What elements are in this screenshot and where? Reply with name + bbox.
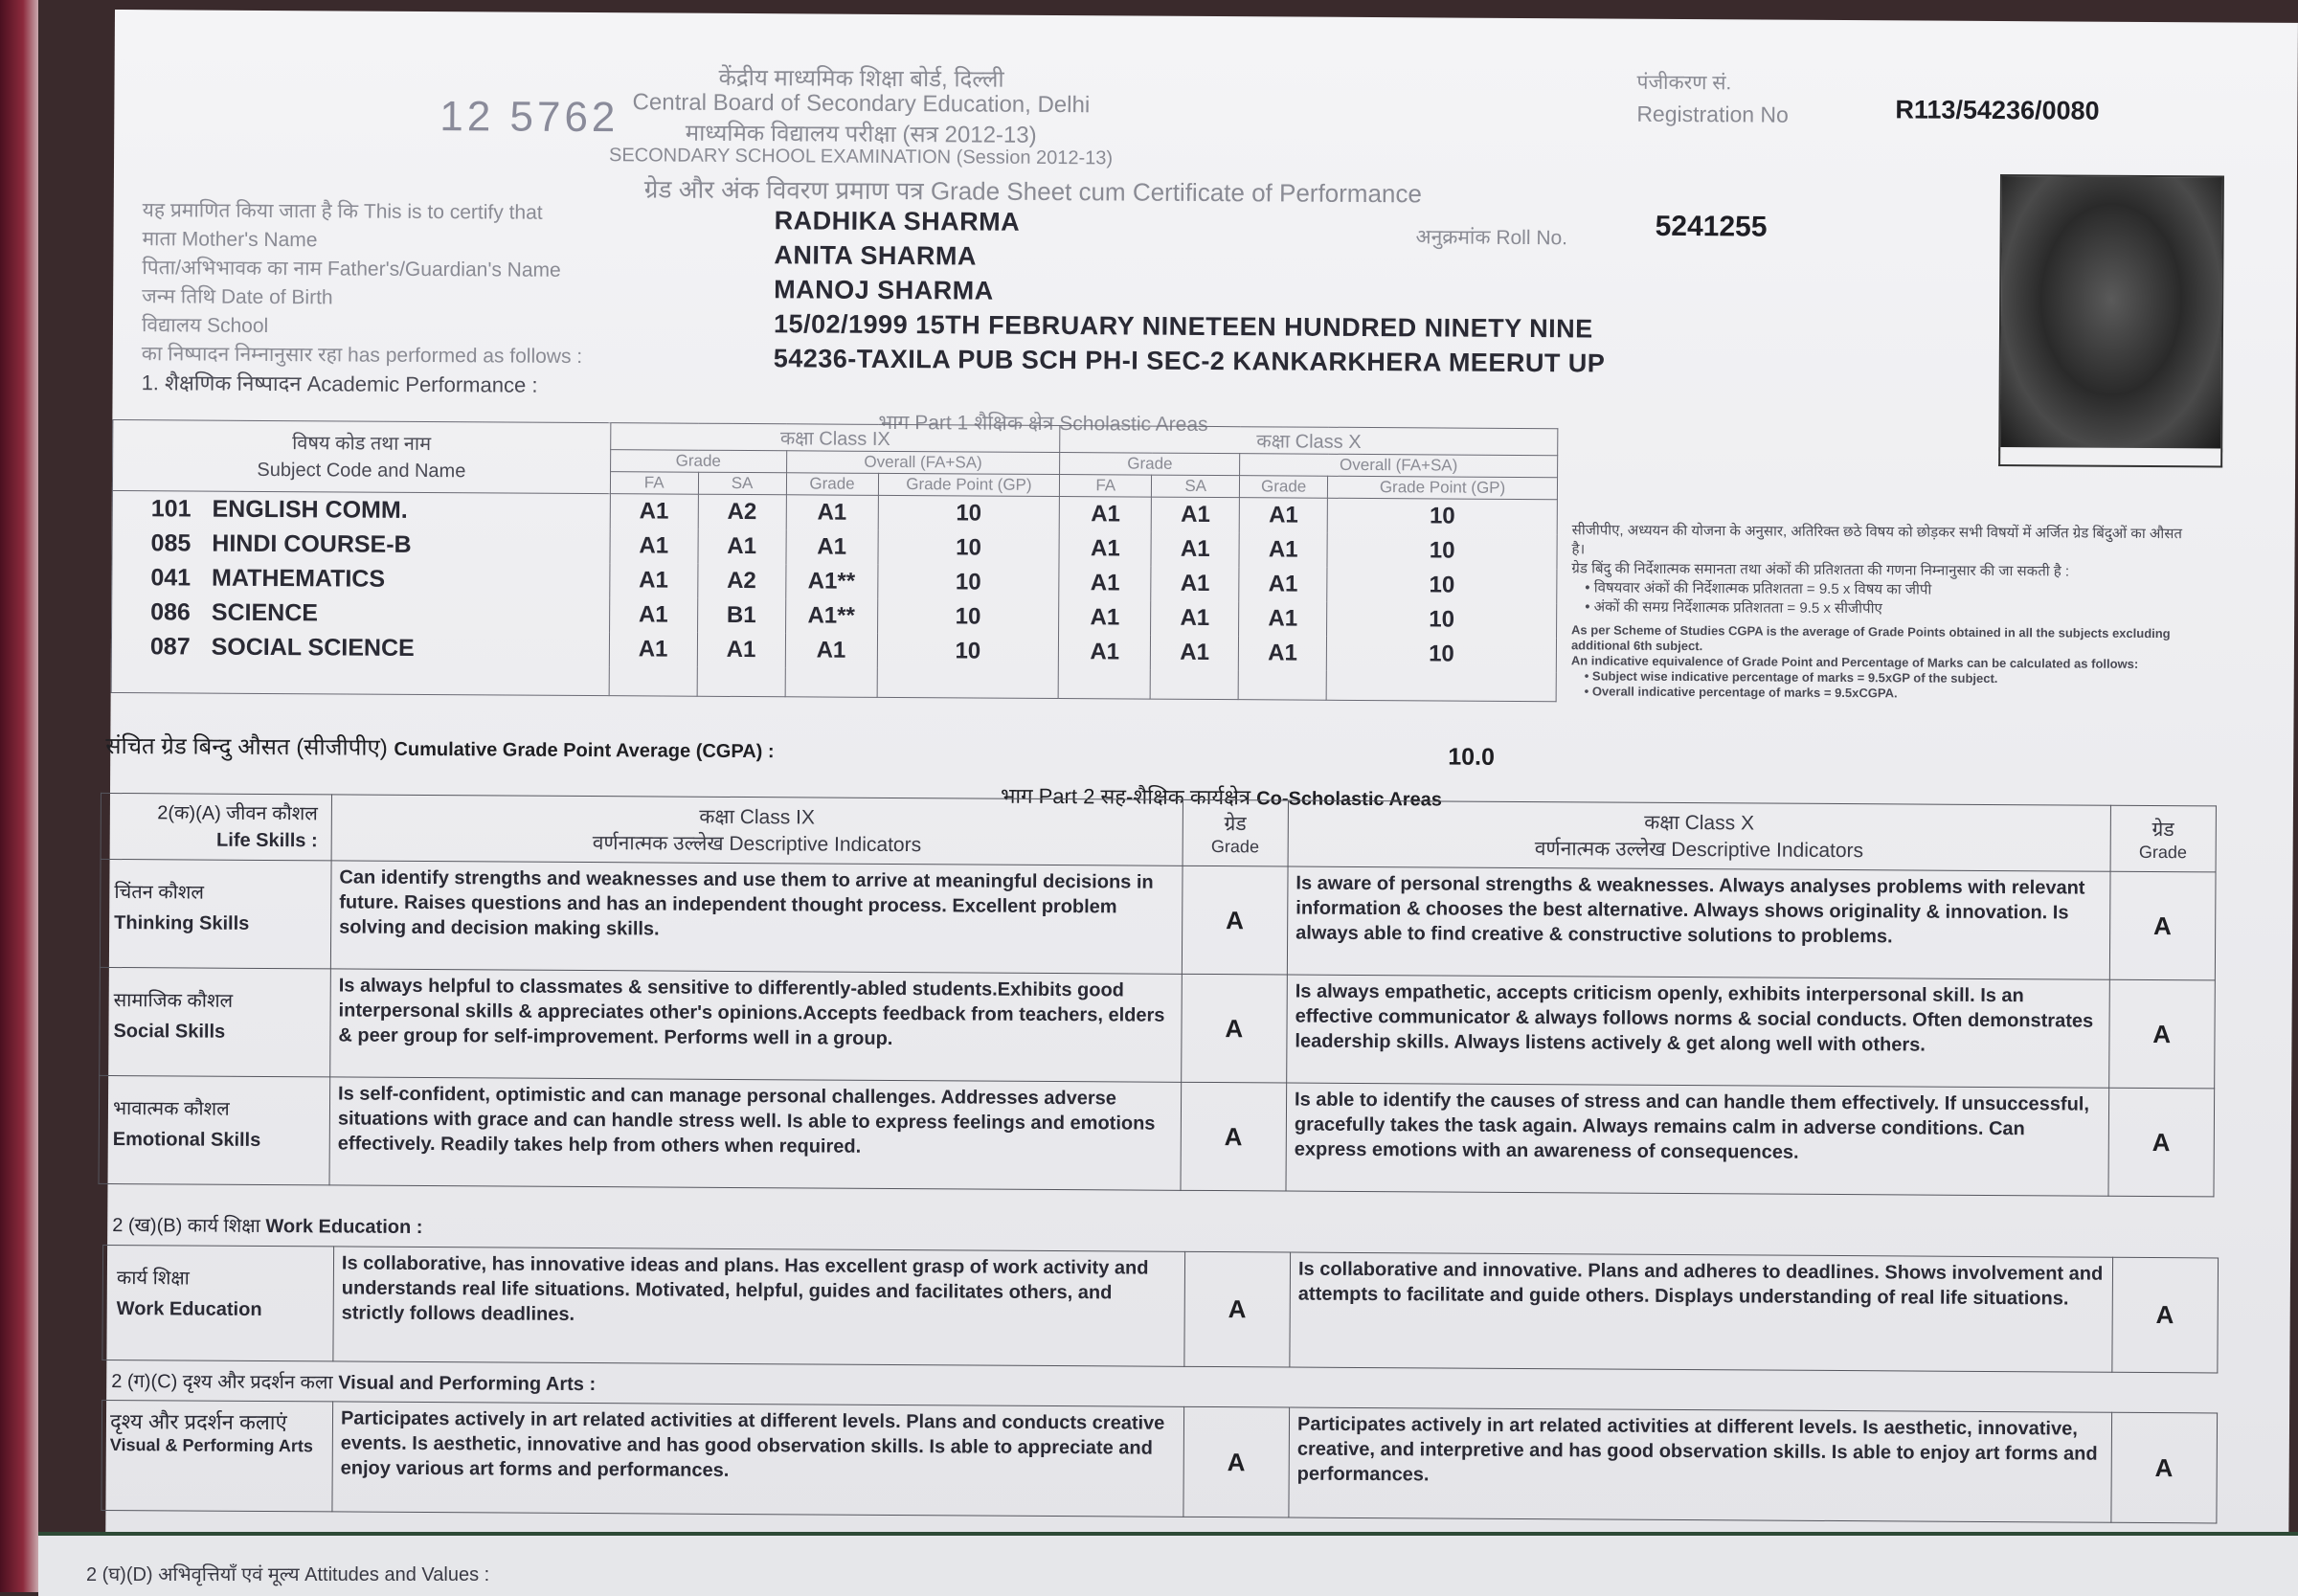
dob-label: जन्म तिथि Date of Birth [142, 285, 333, 309]
ls-desc-x-label: वर्णनात्मक उल्लेख Descriptive Indicators [1534, 838, 1864, 863]
arts-heading-hindi: 2 (ग)(C) दृश्य और प्रदर्शन कला [111, 1371, 333, 1394]
life-skill-ix-grade: A [1182, 865, 1288, 975]
note-hindi-2: ग्रेड बिंदु की निर्देशात्मक समानता तथा अंकों की प्रतिशतता की गणना निम्नानुसार की जा सकती है : [1571, 560, 2070, 580]
student-info-values [774, 203, 1607, 380]
x-overall-grade: A1 [1239, 567, 1327, 602]
roll-number: 5241255 [1655, 210, 1768, 243]
board-name-hindi: केंद्रीय माध्यमिक शिक्षा बोर्ड, दिल्ली [718, 64, 1004, 93]
work-education-heading-english: Work Education : [265, 1215, 423, 1238]
ix-sa-grade: B1 [697, 598, 785, 634]
arts-x-grade: A [2110, 1412, 2217, 1523]
x-grade-point: 10 [1327, 498, 1557, 534]
ix-fa-grade: A1 [609, 563, 697, 598]
certify-label: यह प्रमाणित किया जाता है कि This is to certify that [142, 199, 543, 224]
ls-grade-ix-english: Grade [1210, 836, 1260, 856]
school-label: विद्यालय School [141, 314, 269, 337]
x-sa-header: SA [1152, 475, 1240, 498]
life-skill-ix-desc: Can identify strengths and weaknesses and use them to arrive at meaningful decisions in future. Raises questions and has an independent thought process. Excellent problem solving and decision making skills. [330, 861, 1182, 974]
ls-grade-x-english: Grade [2138, 842, 2187, 862]
life-skill-x-desc: Is aware of personal strengths & weaknesses. Always analyses problems with relevant information & chooses the best alternative. Always shows originality & innovation. Is always able to find creative & constructive solutions to problems. [1287, 866, 2109, 979]
x-overall-grade: A1 [1239, 498, 1327, 533]
x-fa-grade: A1 [1059, 566, 1151, 601]
academic-performance-label: 1. शैक्षणिक निष्पादन Academic Performance : [141, 371, 538, 397]
board-name-english: Central Board of Secondary Education, Delhi [632, 89, 1091, 119]
work-education-heading-hindi: 2 (ख)(B) कार्य शिक्षा [112, 1215, 260, 1237]
subject-name: SCIENCE [211, 598, 319, 626]
x-sa-grade: A1 [1151, 532, 1239, 568]
registration-label: Registration No [1636, 101, 1789, 127]
arts-area-hindi: दृश्य और प्रदर्शन कलाएं [109, 1408, 287, 1435]
ls-grade-x-header [2110, 805, 2217, 872]
work-education-area-english: Work Education [116, 1298, 262, 1320]
ix-overall-grade: A1 [785, 633, 877, 668]
subject-name-cell [112, 490, 610, 528]
life-skills-english: Life Skills : [216, 829, 318, 852]
x-sa-grade: A1 [1151, 567, 1239, 602]
ix-grade-point: 10 [877, 599, 1059, 635]
subject-code: 086 [150, 597, 191, 625]
mother-name: ANITA SHARMA [774, 240, 978, 271]
grade-sheet [105, 10, 2298, 1564]
x-sa-grade: A1 [1151, 497, 1239, 532]
subject-column-header [112, 419, 610, 493]
ix-overall-header: Overall (FA+SA) [786, 451, 1060, 475]
arts-ix-grade: A [1183, 1406, 1289, 1517]
cgpa-label-english: Cumulative Grade Point Average (CGPA) : [394, 738, 775, 763]
student-photo [1998, 174, 2224, 452]
ls-desc-ix-label: वर्णनात्मक उल्लेख Descriptive Indicators [592, 832, 922, 857]
x-overall-grade: A1 [1239, 601, 1327, 637]
life-skill-x-grade: A [2109, 871, 2216, 980]
x-overall-grade: A1 [1239, 532, 1327, 568]
work-education-area [102, 1245, 334, 1360]
life-skill-x-grade: A [2107, 1088, 2214, 1197]
life-skills-hindi: 2(क)(A) जीवन कौशल [157, 802, 318, 825]
note-english-1: As per Scheme of Studies CGPA is the average of Grade Points obtained in all the subjects excluding additional 6th subject. [1570, 622, 2171, 654]
ix-overall-grade: A1** [785, 598, 877, 634]
life-skills-heading [101, 793, 331, 860]
father-label: पिता/अभिभावक का नाम Father's/Guardian's Name [142, 257, 561, 281]
ix-grade-point: 10 [877, 530, 1059, 566]
x-gp-header: Grade Point (GP) [1328, 476, 1558, 499]
subject-code: 087 [149, 632, 191, 660]
ix-overall-grade: A1 [786, 529, 878, 565]
life-skill-ix-desc: Is self-confident, optimistic and can manage personal challenges. Addresses adverse situations with grace and can handle stress well. Is able to express feelings and emotions effectively. Readily takes help from others when required. [329, 1077, 1181, 1190]
ix-fa-grade: A1 [610, 528, 698, 564]
x-g-header: Grade [1240, 476, 1328, 499]
note-hindi-1: सीजीपीए, अध्ययन की योजना के अनुसार, अतिरिक्त छठे विषय को छोड़कर सभी विषयों में अर्जित ग्रेड बिंदुओं का औसत है। [1571, 522, 2182, 558]
ix-grade-point: 10 [877, 565, 1059, 600]
scholastic-table [111, 419, 1559, 702]
x-sa-grade: A1 [1151, 636, 1239, 671]
work-education-x-desc: Is collaborative and innovative. Plans and adheres to deadlines. Shows involvement and attempts to facilitate and guide others. Displays understanding of real life situations. [1290, 1252, 2112, 1372]
subject-name: MATHEMATICS [212, 564, 386, 593]
arts-area-english: Visual & Performing Arts [109, 1434, 313, 1456]
ls-class-x-label: कक्षा Class X [1644, 811, 1755, 835]
part2-title-hindi: भाग Part 2 सह-शैक्षिक कार्यक्षेत्र [1000, 783, 1251, 810]
work-education-ix-grade: A [1183, 1251, 1290, 1367]
student-name: RADHIKA SHARMA [774, 206, 1021, 236]
life-skill-row [100, 967, 2216, 1088]
life-skill-row [99, 1075, 2215, 1196]
arts-table [101, 1400, 2218, 1523]
subject-name: HINDI COURSE-B [212, 529, 412, 558]
life-skill-ix-grade: A [1181, 1082, 1287, 1191]
ix-grade-point: 10 [877, 634, 1059, 669]
ix-fa-grade: A1 [610, 494, 698, 529]
father-name: MANOJ SHARMA [774, 275, 994, 305]
cgpa-label [105, 730, 774, 765]
ix-sa-header: SA [698, 472, 786, 495]
note-english-3: • Subject wise indicative percentage of marks = 9.5xGP of the subject. [1584, 668, 1998, 686]
x-fa-header: FA [1060, 475, 1152, 498]
x-grade-point: 10 [1327, 602, 1557, 638]
attitudes-values-heading: 2 (घ)(D) अभिवृत्तियाँ एवं मूल्य Attitudes and Values : [86, 1564, 490, 1585]
life-skill-x-grade: A [2108, 979, 2215, 1089]
part1-title: भाग Part 1 शैक्षिक क्षेत्र Scholastic Areas [878, 411, 1208, 436]
subject-name-cell [112, 526, 610, 563]
life-skill-area [99, 1075, 330, 1184]
ls-class-ix-header [331, 795, 1183, 865]
x-grade-point: 10 [1326, 637, 1556, 672]
subject-name: SOCIAL SCIENCE [211, 633, 415, 662]
date-of-birth: 15/02/1999 15TH FEBRUARY NINETEEN HUNDRED NINETY NINE [773, 309, 1593, 344]
photo-frame-band [1998, 447, 2222, 467]
ix-sa-grade: A1 [698, 529, 786, 565]
subject-header-hindi: विषय कोड तथा नाम [292, 432, 432, 455]
subject-name-cell [112, 595, 610, 632]
subject-code: 085 [150, 528, 192, 556]
life-skill-area-hindi: सामाजिक कौशल [113, 990, 234, 1012]
ix-fa-grade: A1 [609, 632, 697, 667]
school-name: 54236-TAXILA PUB SCH PH-I SEC-2 KANKARKHERA MEERUT UP [773, 344, 1606, 378]
cgpa-label-hindi: संचित ग्रेड बिन्दु औसत (सीजीपीए) [105, 732, 388, 761]
ix-grade-header: Grade [610, 450, 786, 473]
class-x-header: कक्षा Class X [1060, 426, 1558, 456]
ix-overall-grade: A1** [785, 564, 877, 599]
x-fa-grade: A1 [1059, 600, 1151, 636]
x-grade-header: Grade [1060, 453, 1240, 476]
note-hindi-3: • विषयवार अंकों की निर्देशात्मक प्रतिशतता = 9.5 x विषय का जीपी [1585, 579, 1932, 598]
x-overall-header: Overall (FA+SA) [1240, 454, 1558, 478]
x-fa-grade: A1 [1059, 531, 1151, 567]
x-grade-point: 10 [1327, 533, 1557, 569]
note-hindi-4: • अंकों की समग्र निर्देशात्मक प्रतिशतता = 9.5 x सीजीपीए [1585, 598, 1882, 618]
roll-number-label: अनुक्रमांक Roll No. [1415, 226, 1568, 250]
cgpa-value: 10.0 [1448, 743, 1496, 771]
work-education-table [101, 1245, 2219, 1373]
serial-number: 12 5762 [439, 93, 620, 142]
exam-name-english: SECONDARY SCHOOL EXAMINATION (Session 2012-13) [608, 145, 1114, 169]
registration-label-hindi: पंजीकरण सं. [1636, 71, 1732, 95]
life-skill-row [100, 859, 2216, 979]
ix-gp-header: Grade Point (GP) [878, 473, 1060, 496]
ix-grade-point: 10 [878, 495, 1060, 531]
ix-overall-grade: A1 [786, 495, 878, 530]
ls-grade-ix-header [1183, 799, 1289, 866]
subject-name-cell [112, 560, 610, 597]
performed-label: का निष्पादन निम्नानुसार रहा has performed as follows : [141, 343, 583, 368]
work-education-x-grade: A [2111, 1257, 2218, 1373]
work-education-heading [112, 1211, 422, 1239]
mother-label: माता Mother's Name [142, 228, 318, 252]
life-skill-area-english: Social Skills [113, 1021, 226, 1043]
life-skill-area-hindi: चिंतन कौशल [114, 882, 205, 904]
x-grade-point: 10 [1327, 568, 1557, 603]
life-skill-x-desc: Is able to identify the causes of stress and can handle them effectively. If unsuccessful, gracefully takes the task again. Always remains calm in adverse conditions. Can express emotions with an awareness of consequences. [1286, 1083, 2108, 1196]
registration-number: R113/54236/0080 [1895, 95, 2100, 125]
part2-title-english: Co-Scholastic Areas [1256, 788, 1443, 811]
x-fa-grade: A1 [1059, 635, 1151, 670]
life-skill-ix-desc: Is always helpful to classmates & sensitive to differently-abled students.Exhibits good interpersonal skills & appreciates other's opinions.Accepts feedback from teachers, elders & peer group for self-improvement. Performs well in a group. [330, 969, 1182, 1082]
arts-heading [111, 1367, 596, 1396]
subject-name-cell [111, 629, 609, 666]
arts-x-desc: Participates actively in art related activities at different levels. Is aesthetic, innovative, creative, and interpretive and has good observation skills. Is able to enjoy art forms and performances. [1289, 1407, 2111, 1522]
subject-code: 101 [150, 494, 192, 522]
ix-fa-grade: A1 [609, 597, 697, 633]
x-overall-grade: A1 [1238, 636, 1326, 671]
life-skill-area-hindi: भावात्मक कौशल [112, 1098, 230, 1120]
ls-class-x-header [1288, 800, 2110, 871]
arts-area [101, 1400, 333, 1511]
subject-header-english: Subject Code and Name [257, 459, 466, 482]
subject-code: 041 [150, 563, 192, 591]
life-skill-area [100, 859, 331, 968]
class-ix-header: कक्षा Class IX [610, 423, 1060, 453]
life-skill-area-english: Thinking Skills [114, 912, 250, 934]
life-skill-ix-grade: A [1181, 974, 1287, 1083]
life-skill-area-english: Emotional Skills [112, 1129, 261, 1151]
subject-name: ENGLISH COMM. [212, 495, 408, 524]
arts-heading-english: Visual and Performing Arts : [338, 1372, 597, 1396]
work-education-area-hindi: कार्य शिक्षा [116, 1268, 190, 1290]
x-fa-grade: A1 [1060, 497, 1152, 532]
ix-sa-grade: A2 [698, 494, 786, 529]
note-english-4: • Overall indicative percentage of marks = 9.5xCGPA. [1584, 684, 1898, 701]
life-skills-table [99, 793, 2217, 1197]
life-skill-x-desc: Is always empathetic, accepts criticism openly, exhibits interpersonal skill. Is an effective communicator & always follows norms & social conducts. Often demonstrates leadership skills. Always listens actively & get along well with others. [1287, 975, 2109, 1088]
ix-g-header: Grade [786, 473, 878, 496]
work-education-ix-desc: Is collaborative, has innovative ideas and plans. Has excellent grasp of work activity and understands real life situations. Motivated, helpful, guides and facilitates others, and strictly follows deadlines. [333, 1247, 1184, 1366]
certificate-title: ग्रेड और अंक विवरण प्रमाण पत्र Grade Sheet cum Certificate of Performance [643, 174, 1422, 209]
ix-fa-header: FA [610, 472, 698, 495]
document-edge [0, 0, 38, 1592]
ix-sa-grade: A2 [697, 564, 785, 599]
cgpa-notes [1571, 521, 2195, 703]
life-skill-area [100, 967, 331, 1076]
ix-sa-grade: A1 [697, 633, 785, 668]
note-english-2: An indicative equivalence of Grade Point and Percentage of Marks can be calculated as follows: [1570, 653, 2139, 671]
student-info-labels [142, 196, 832, 401]
ls-grade-x-hindi: ग्रेड [2152, 818, 2174, 841]
x-sa-grade: A1 [1151, 601, 1239, 637]
ls-grade-ix-hindi: ग्रेड [1224, 812, 1247, 835]
arts-ix-desc: Participates actively in art related activities at different levels. Plans and conducts creative events. Is aesthetic, innovative and has good observation skills. Is able to appreciate and enjoy various art forms and performances. [332, 1402, 1183, 1517]
exam-name-hindi: माध्यमिक विद्यालय परीक्षा (सत्र 2012-13) [685, 120, 1037, 148]
ls-class-ix-label: कक्षा Class IX [699, 805, 816, 829]
